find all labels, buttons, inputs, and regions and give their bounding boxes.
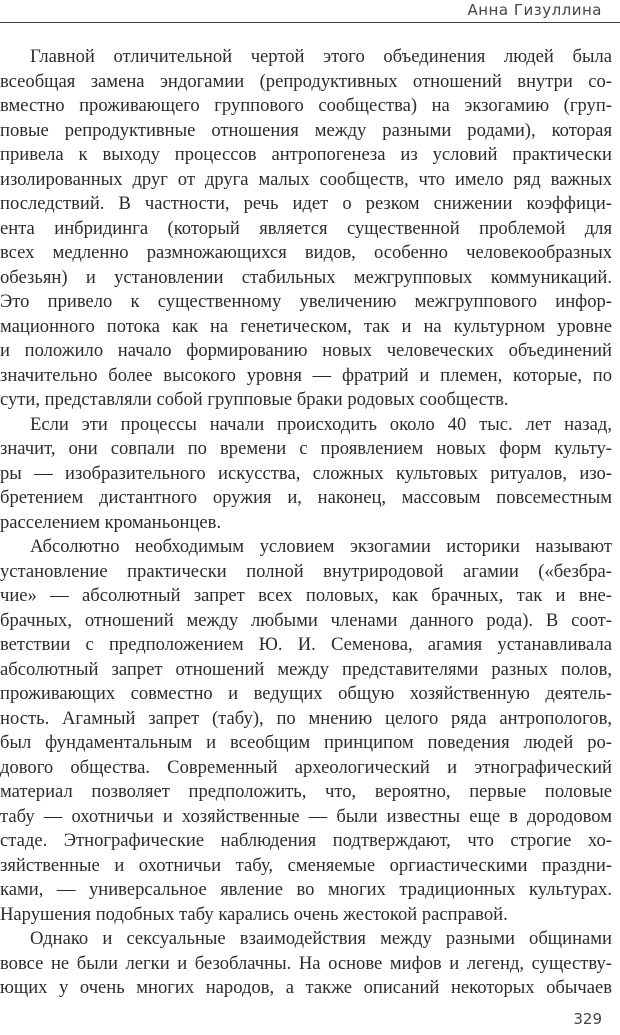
paragraph xyxy=(0,413,612,536)
paragraph xyxy=(0,535,612,927)
text-line: зяйственные и охотничьи табу, сменяемые оргиастическими праздни- xyxy=(0,854,612,876)
text-line: чие» — абсолютный запрет всех половых, как брачных, так и вне- xyxy=(0,585,612,606)
text-line: Абсолютно необходимым условием экзогамии историки называют xyxy=(30,536,612,557)
text-line: Если эти процессы начали происходить около 40 тыс. лет назад, xyxy=(30,413,612,435)
text-line: вовсе не были легки и безоблачны. На основе мифов и легенд, существу- xyxy=(0,952,612,974)
text-line: брачных, отношений между любыми членами данного рода). В соот- xyxy=(0,609,612,631)
text-line: ками, — универсальное явление во многих традиционных культурах. xyxy=(0,879,612,900)
text-line: значит, они совпали по времени с проявлением новых форм культу- xyxy=(0,438,612,459)
text-line: изолированных друг от друга малых сообществ, что имело ряд важных xyxy=(0,168,612,190)
text-line: Однако и сексуальные взаимодействия между разными общинами xyxy=(30,928,612,949)
text-line: ветствии с предположением Ю. И. Семенова, агамия устанавливала xyxy=(0,634,612,655)
text-line: дового общества. Современный археологический и этнографический xyxy=(0,756,612,778)
text-line: значительно более высокого уровня — фратрий и племен, которые, по xyxy=(0,364,612,386)
text-line: был фундаментальным и всеобщим принципом поведения людей ро- xyxy=(0,732,612,753)
text-line: последствий. В частности, речь идет о резком снижении коэффици- xyxy=(0,193,612,214)
text-line: всех медленно размножающихся видов, особенно человекообразных xyxy=(0,242,612,263)
text-line: ента инбридинга (который является существенной проблемой для xyxy=(0,217,612,239)
text-line: бретением дистантного оружия и, наконец, массовым повсеместным xyxy=(0,487,612,508)
text-line: Главной отличительной чертой этого объединения людей была xyxy=(30,46,612,67)
running-title: Анна Гизуллина xyxy=(461,1,602,19)
text-line: установление практически полной внутриродовой агамии («безбра- xyxy=(0,560,612,582)
text-line: материал позволяет предположить, что, вероятно, первые половые xyxy=(0,781,612,802)
text-line: ры — изобразительного искусства, сложных культовых ритуалов, изо- xyxy=(0,462,612,484)
text-line: табу — охотничьи и хозяйственные — были известны еще в дородовом xyxy=(0,805,612,827)
text-line: повые репродуктивные отношения между разными родами), которая xyxy=(0,119,612,141)
text-line: Нарушения подобных табу карались очень жестокой расправой. xyxy=(0,903,508,925)
text-line: привела к выходу процессов антропогенеза из условий практически xyxy=(0,144,612,165)
text-line: сути, представляли собой групповые браки родовых сообществ. xyxy=(0,389,509,410)
text-line: абсолютный запрет отношений между представителями разных полов, xyxy=(0,658,612,680)
text-line: и положило начало формированию новых человеческих объединений xyxy=(0,340,612,361)
text-line: всеобщая замена эндогамии (репродуктивных отношений внутри со- xyxy=(0,70,612,92)
header-rule xyxy=(0,22,620,23)
paragraph xyxy=(0,45,612,413)
text-line: расселением кроманьонцев. xyxy=(0,511,222,533)
page-number: 329 xyxy=(573,1010,602,1028)
text-line: обезьян) и установлении стабильных межгрупповых коммуникаций. xyxy=(0,266,612,288)
text-line: проживающих совместно и ведущих общую хозяйственную деятель- xyxy=(0,683,612,704)
running-header xyxy=(0,0,620,28)
page-body xyxy=(0,45,612,1001)
text-line: стаде. Этнографические наблюдения подтверждают, что строгие хо- xyxy=(0,830,612,851)
paragraph xyxy=(0,927,612,1001)
text-line: мационного потока как на генетическом, так и на культурном уровне xyxy=(0,315,612,337)
text-line: ность. Агамный запрет (табу), по мнению целого ряда антропологов, xyxy=(0,707,612,729)
text-line: Это привело к существенному увеличению межгруппового инфор- xyxy=(0,291,612,312)
text-line: вместно проживающего группового сообщества) на экзогамию (груп- xyxy=(0,95,612,116)
text-line: ющих у очень многих народов, а также описаний некоторых обычаев xyxy=(0,977,612,998)
